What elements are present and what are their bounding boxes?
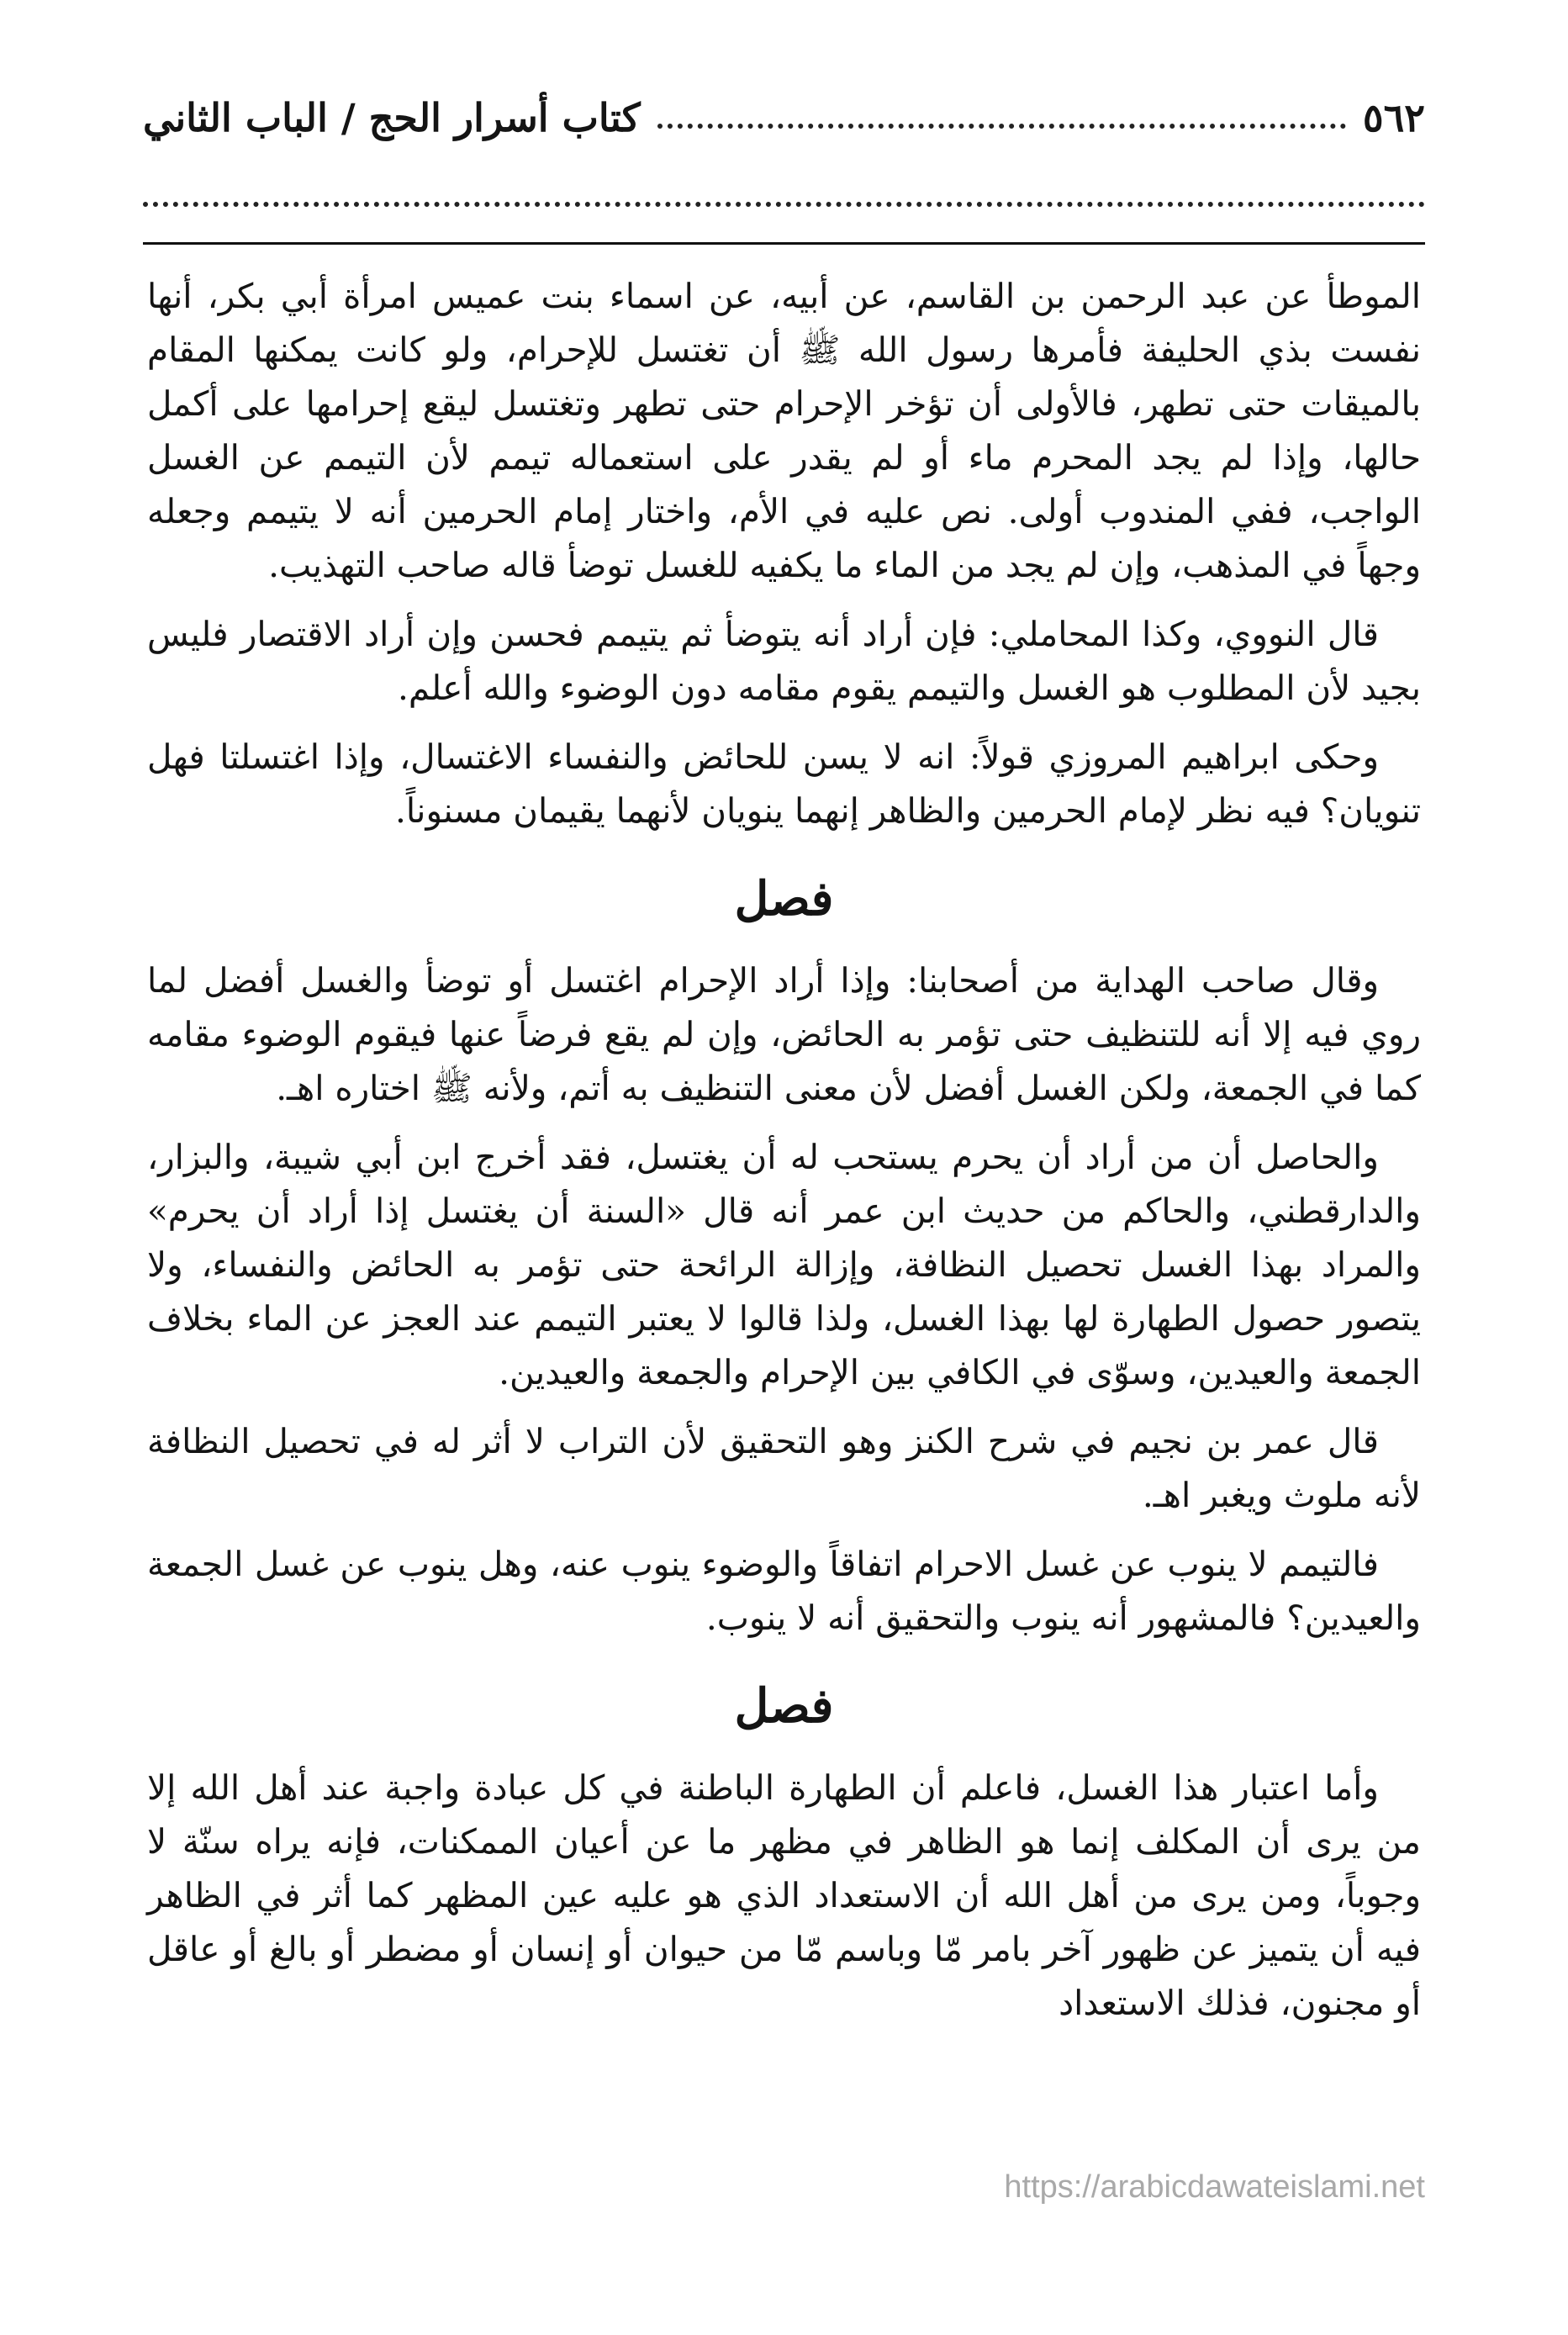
- running-title: كتاب أسرار الحج / الباب الثاني: [143, 95, 641, 140]
- paragraph: فالتيمم لا ينوب عن غسل الاحرام اتفاقاً والوضوء ينوب عنه، وهل ينوب عن غسل الجمعة والعيدين؟ فالمشهور أنه ينوب والتحقيق أنه لا ينوب.: [147, 1544, 1421, 1638]
- header-dot-leader: [657, 124, 1346, 129]
- page-body: [147, 269, 1421, 2045]
- header-rule: [143, 242, 1425, 245]
- paragraph-continued: الموطأ عن عبد الرحمن بن القاسم، عن أبيه، عن اسماء بنت عميس امرأة أبي بكر، أنها نفست بذي الحليفة فأمرها رسول الله ﷺ أن تغتسل للإحرام، ولو كانت يمكنها المقام بالميقات حتى تطهر، فالأولى أن تؤخر الإحرام حتى تطهر وتغتسل ليقع إحرامها على أكمل حالها، وإذا لم يجد المحرم ماء أو لم يقدر على استعماله تيمم لأن التيمم عن الغسل الواجب، ففي المندوب أولى. نص عليه في الأم، واختار إمام الحرمين أنه لا يتيمم وجعله وجهاً في المذهب، وإن لم يجد من الماء ما يكفيه للغسل توضأ قاله صاحب التهذيب.: [147, 276, 1422, 585]
- paragraph: قال عمر بن نجيم في شرح الكنز وهو التحقيق لأن التراب لا أثر له في تحصيل النظافة لأنه ملوث ويغبر اهـ.: [147, 1421, 1421, 1515]
- section-heading: فصل: [734, 1678, 834, 1734]
- watermark-url: https://arabicdawateislami.net: [1004, 2169, 1425, 2205]
- running-header: [143, 84, 1425, 151]
- paragraph: قال النووي، وكذا المحاملي: فإن أراد أنه يتوضأ ثم يتيمم فحسن وإن أراد الاقتصار فليس بجيد لأن المطلوب هو الغسل والتيمم يقوم مقامه دون الوضوء والله أعلم.: [147, 614, 1421, 708]
- section-heading: فصل: [734, 871, 834, 927]
- paragraph: وأما اعتبار هذا الغسل، فاعلم أن الطهارة الباطنة في كل عبادة واجبة عند أهل الله إلا من يرى أن المكلف إنما هو الظاهر في مظهر ما عن أعيان الممكنات، فإنه يراه سنّة لا وجوباً، ومن يرى من أهل الله أن الاستعداد الذي هو عليه عين المظهر كما أثر في الظاهر فيه أن يتميز عن ظهور آخر بامر مّا وباسم مّا من حيوان أو إنسان أو مضطر أو بالغ أو عاقل أو مجنون، فذلك الاستعداد: [147, 1767, 1421, 2023]
- dotted-separator: [143, 202, 1425, 207]
- paragraph: والحاصل أن من أراد أن يحرم يستحب له أن يغتسل، فقد أخرج ابن أبي شيبة، والبزار، والدارقطني، والحاكم من حديث ابن عمر أنه قال «السنة أن يغتسل إذا أراد أن يحرم» والمراد بهذا الغسل تحصيل النظافة، وإزالة الرائحة حتى تؤمر به الحائض والنفساء، ولا يتصور حصول الطهارة لها بهذا الغسل، ولذا قالوا لا يعتبر التيمم عند العجز عن الماء بخلاف الجمعة والعيدين، وسوّى في الكافي بين الإحرام والجمعة والعيدين.: [147, 1137, 1421, 1392]
- page-number: ٥٦٢: [1362, 95, 1425, 140]
- paragraph: وحكى ابراهيم المروزي قولاً: انه لا يسن للحائض والنفساء الاغتسال، وإذا اغتسلتا فهل تنويان؟ فيه نظر لإمام الحرمين والظاهر إنهما ينويان لأنهما يقيمان مسنوناً.: [147, 737, 1421, 831]
- paragraph: وقال صاحب الهداية من أصحابنا: وإذا أراد الإحرام اغتسل أو توضأ والغسل أفضل لما روي فيه إلا أنه للتنظيف حتى تؤمر به الحائض، وإن لم يقع فرضاً عنها فيقوم الوضوء مقامه كما في الجمعة، ولكن الغسل أفضل لأن معنى التنظيف به أتم، ولأنه ﷺ اختاره اهـ.: [147, 960, 1421, 1108]
